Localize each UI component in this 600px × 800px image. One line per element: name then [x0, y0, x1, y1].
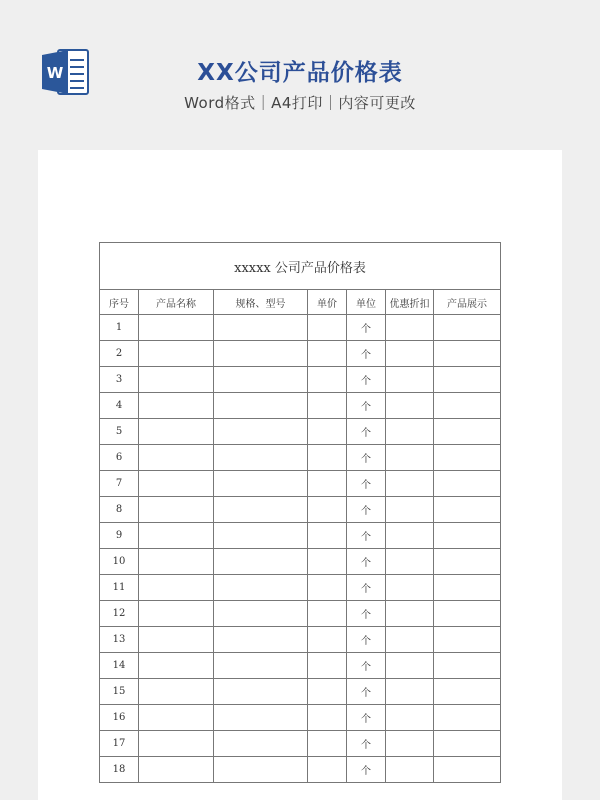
unit-cell: 个	[347, 497, 386, 523]
unit-cell: 个	[347, 419, 386, 445]
table-row	[100, 315, 501, 341]
row-number-cell: 8	[100, 497, 139, 523]
spec-model-cell	[214, 523, 308, 549]
product-name-cell	[139, 757, 214, 783]
unit-price-cell	[308, 445, 347, 471]
table-row	[100, 627, 501, 653]
unit-cell: 个	[347, 549, 386, 575]
product-name-cell	[139, 419, 214, 445]
unit-price-cell	[308, 653, 347, 679]
unit-price-cell	[308, 757, 347, 783]
product-display-cell	[434, 705, 501, 731]
product-name-cell	[139, 341, 214, 367]
unit-cell: 个	[347, 575, 386, 601]
table-row	[100, 705, 501, 731]
product-display-cell	[434, 523, 501, 549]
column-header: 规格、型号	[214, 290, 308, 315]
product-name-cell	[139, 653, 214, 679]
unit-cell: 个	[347, 523, 386, 549]
table-header-row	[100, 290, 501, 315]
row-number-cell: 12	[100, 601, 139, 627]
unit-price-cell	[308, 705, 347, 731]
discount-cell	[386, 367, 434, 393]
row-number-cell: 6	[100, 445, 139, 471]
product-name-cell	[139, 367, 214, 393]
page-title: XX公司产品价格表	[197, 60, 403, 86]
product-display-cell	[434, 471, 501, 497]
row-number-cell: 15	[100, 679, 139, 705]
table-row	[100, 653, 501, 679]
unit-price-cell	[308, 341, 347, 367]
spec-model-cell	[214, 393, 308, 419]
product-name-cell	[139, 445, 214, 471]
product-name-cell	[139, 679, 214, 705]
row-number-cell: 14	[100, 653, 139, 679]
row-number-cell: 1	[100, 315, 139, 341]
table-row	[100, 393, 501, 419]
product-display-cell	[434, 653, 501, 679]
discount-cell	[386, 445, 434, 471]
discount-cell	[386, 705, 434, 731]
row-number-cell: 2	[100, 341, 139, 367]
page-header	[0, 0, 600, 150]
row-number-cell: 9	[100, 523, 139, 549]
product-display-cell	[434, 679, 501, 705]
row-number-cell: 16	[100, 705, 139, 731]
unit-price-cell	[308, 627, 347, 653]
unit-price-cell	[308, 419, 347, 445]
unit-price-cell	[308, 367, 347, 393]
spec-model-cell	[214, 315, 308, 341]
spec-model-cell	[214, 497, 308, 523]
product-name-cell	[139, 549, 214, 575]
document-page	[38, 150, 562, 800]
column-header: 优惠折扣	[386, 290, 434, 315]
row-number-cell: 11	[100, 575, 139, 601]
row-number-cell: 5	[100, 419, 139, 445]
discount-cell	[386, 497, 434, 523]
spec-model-cell	[214, 627, 308, 653]
row-number-cell: 7	[100, 471, 139, 497]
unit-cell: 个	[347, 445, 386, 471]
table-row	[100, 445, 501, 471]
table-row	[100, 523, 501, 549]
product-display-cell	[434, 393, 501, 419]
unit-price-cell	[308, 315, 347, 341]
discount-cell	[386, 679, 434, 705]
word-icon-letter: W	[46, 64, 64, 82]
product-display-cell	[434, 549, 501, 575]
spec-model-cell	[214, 731, 308, 757]
unit-cell: 个	[347, 367, 386, 393]
product-display-cell	[434, 601, 501, 627]
product-display-cell	[434, 627, 501, 653]
discount-cell	[386, 653, 434, 679]
unit-cell: 个	[347, 315, 386, 341]
spec-model-cell	[214, 679, 308, 705]
discount-cell	[386, 523, 434, 549]
unit-price-cell	[308, 471, 347, 497]
table-row	[100, 367, 501, 393]
discount-cell	[386, 757, 434, 783]
unit-price-cell	[308, 497, 347, 523]
discount-cell	[386, 419, 434, 445]
unit-cell: 个	[347, 679, 386, 705]
unit-price-cell	[308, 601, 347, 627]
unit-price-cell	[308, 679, 347, 705]
table-row	[100, 601, 501, 627]
product-display-cell	[434, 757, 501, 783]
product-name-cell	[139, 627, 214, 653]
product-display-cell	[434, 341, 501, 367]
unit-cell: 个	[347, 601, 386, 627]
row-number-cell: 18	[100, 757, 139, 783]
table-row	[100, 757, 501, 783]
unit-cell: 个	[347, 471, 386, 497]
product-display-cell	[434, 419, 501, 445]
spec-model-cell	[214, 471, 308, 497]
row-number-cell: 10	[100, 549, 139, 575]
product-name-cell	[139, 575, 214, 601]
product-name-cell	[139, 393, 214, 419]
product-name-cell	[139, 705, 214, 731]
spec-model-cell	[214, 601, 308, 627]
unit-cell: 个	[347, 705, 386, 731]
product-display-cell	[434, 731, 501, 757]
product-name-cell	[139, 731, 214, 757]
spec-model-cell	[214, 653, 308, 679]
discount-cell	[386, 341, 434, 367]
discount-cell	[386, 393, 434, 419]
product-name-cell	[139, 601, 214, 627]
spec-model-cell	[214, 705, 308, 731]
discount-cell	[386, 471, 434, 497]
spec-model-cell	[214, 445, 308, 471]
unit-cell: 个	[347, 341, 386, 367]
discount-cell	[386, 627, 434, 653]
table-row	[100, 471, 501, 497]
product-display-cell	[434, 367, 501, 393]
table-row	[100, 549, 501, 575]
discount-cell	[386, 549, 434, 575]
row-number-cell: 4	[100, 393, 139, 419]
unit-price-cell	[308, 393, 347, 419]
product-name-cell	[139, 471, 214, 497]
column-header: 单位	[347, 290, 386, 315]
product-display-cell	[434, 575, 501, 601]
discount-cell	[386, 731, 434, 757]
unit-price-cell	[308, 523, 347, 549]
product-display-cell	[434, 445, 501, 471]
row-number-cell: 3	[100, 367, 139, 393]
row-number-cell: 13	[100, 627, 139, 653]
product-name-cell	[139, 497, 214, 523]
table-row	[100, 679, 501, 705]
row-number-cell: 17	[100, 731, 139, 757]
unit-cell: 个	[347, 627, 386, 653]
table-row	[100, 341, 501, 367]
unit-price-cell	[308, 731, 347, 757]
product-display-cell	[434, 497, 501, 523]
table-title: xxxxx 公司产品价格表	[100, 243, 501, 290]
table-row	[100, 419, 501, 445]
table-row	[100, 575, 501, 601]
unit-cell: 个	[347, 757, 386, 783]
column-header: 产品展示	[434, 290, 501, 315]
unit-cell: 个	[347, 653, 386, 679]
product-display-cell	[434, 315, 501, 341]
page-subtitle: Word格式｜A4打印｜内容可更改	[184, 94, 416, 112]
spec-model-cell	[214, 367, 308, 393]
unit-cell: 个	[347, 393, 386, 419]
spec-model-cell	[214, 549, 308, 575]
spec-model-cell	[214, 575, 308, 601]
spec-model-cell	[214, 419, 308, 445]
table-row	[100, 497, 501, 523]
unit-price-cell	[308, 549, 347, 575]
product-name-cell	[139, 315, 214, 341]
product-name-cell	[139, 523, 214, 549]
price-table	[99, 242, 501, 783]
unit-price-cell	[308, 575, 347, 601]
table-row	[100, 731, 501, 757]
discount-cell	[386, 575, 434, 601]
column-header: 单价	[308, 290, 347, 315]
spec-model-cell	[214, 341, 308, 367]
column-header: 序号	[100, 290, 139, 315]
discount-cell	[386, 315, 434, 341]
column-header: 产品名称	[139, 290, 214, 315]
spec-model-cell	[214, 757, 308, 783]
unit-cell: 个	[347, 731, 386, 757]
discount-cell	[386, 601, 434, 627]
